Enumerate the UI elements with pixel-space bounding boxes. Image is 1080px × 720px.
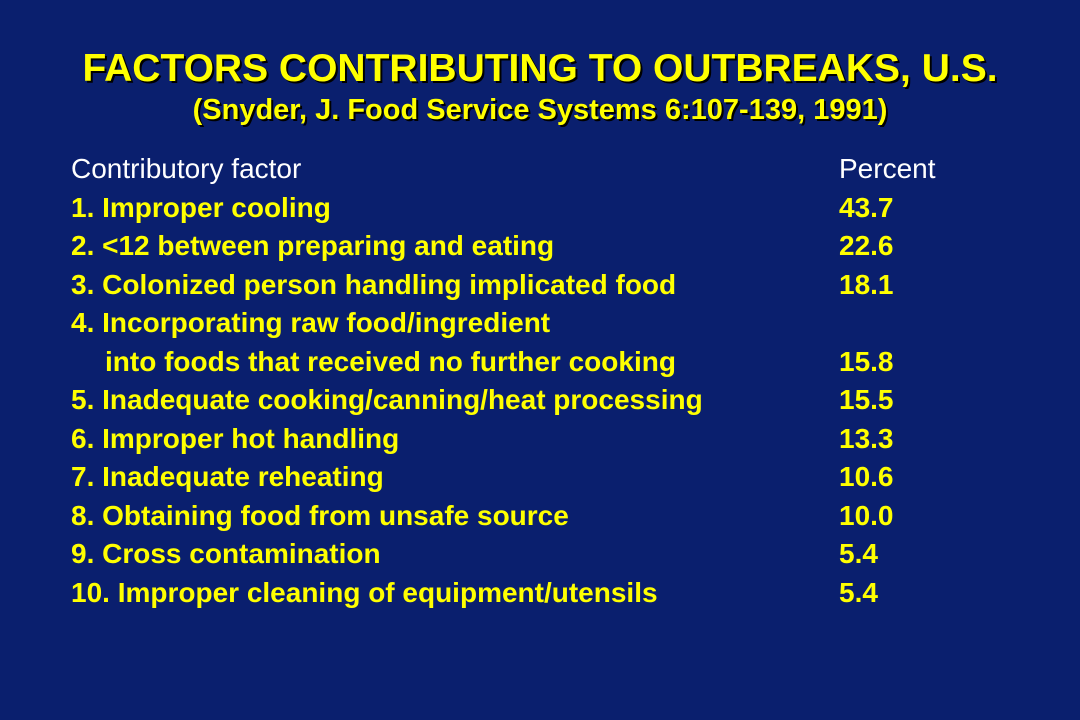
table-row: [71, 458, 1031, 497]
table-row: [71, 497, 1031, 536]
percent-cell: 22.6: [839, 230, 894, 261]
slide-title: FACTORS CONTRIBUTING TO OUTBREAKS, U.S.: [82, 47, 998, 90]
percent-cell: 15.8: [839, 345, 894, 377]
title-block: [0, 46, 1080, 128]
percent-column-header: Percent: [839, 153, 936, 184]
table-header-row: [71, 150, 1031, 189]
percent-cell: 10.0: [839, 499, 894, 531]
table-row: [71, 381, 1031, 420]
table-row: [71, 189, 1031, 228]
factor-cell: 3. Colonized person handling implicated food: [71, 268, 677, 300]
factor-column-header: Contributory factor: [71, 153, 302, 184]
table-row: [71, 304, 1031, 343]
table-row: [71, 535, 1031, 574]
factor-cell: 8. Obtaining food from unsafe source: [71, 499, 569, 531]
table-row: [71, 227, 1031, 266]
percent-cell: 18.1: [839, 268, 894, 300]
table-row-continuation: [71, 343, 1031, 382]
percent-cell: 43.7: [839, 191, 894, 223]
factor-cell: 6. Improper hot handling: [71, 422, 400, 454]
factor-cell: 7. Inadequate reheating: [71, 461, 384, 492]
slide-subtitle: (Snyder, J. Food Service Systems 6:107-139, 1991): [192, 94, 888, 126]
factors-table: [71, 150, 1031, 612]
factor-cell-continuation: into foods that received no further cooking: [105, 345, 676, 377]
percent-cell: 15.5: [839, 384, 894, 415]
percent-cell: 10.6: [839, 461, 894, 492]
percent-cell: 5.4: [839, 576, 878, 608]
factor-cell: 2. <12 between preparing and eating: [71, 230, 555, 261]
factor-cell: 1. Improper cooling: [71, 191, 331, 223]
percent-cell: 13.3: [839, 422, 894, 454]
factor-cell: 4. Incorporating raw food/ingredient: [71, 307, 551, 338]
factor-cell: 9. Cross contamination: [71, 538, 381, 569]
factor-cell: 5. Inadequate cooking/canning/heat processing: [71, 384, 703, 415]
table-row: [71, 420, 1031, 459]
table-row: [71, 266, 1031, 305]
table-row: [71, 574, 1031, 613]
factor-cell: 10. Improper cleaning of equipment/utensils: [71, 576, 658, 608]
percent-cell: 5.4: [839, 538, 878, 569]
